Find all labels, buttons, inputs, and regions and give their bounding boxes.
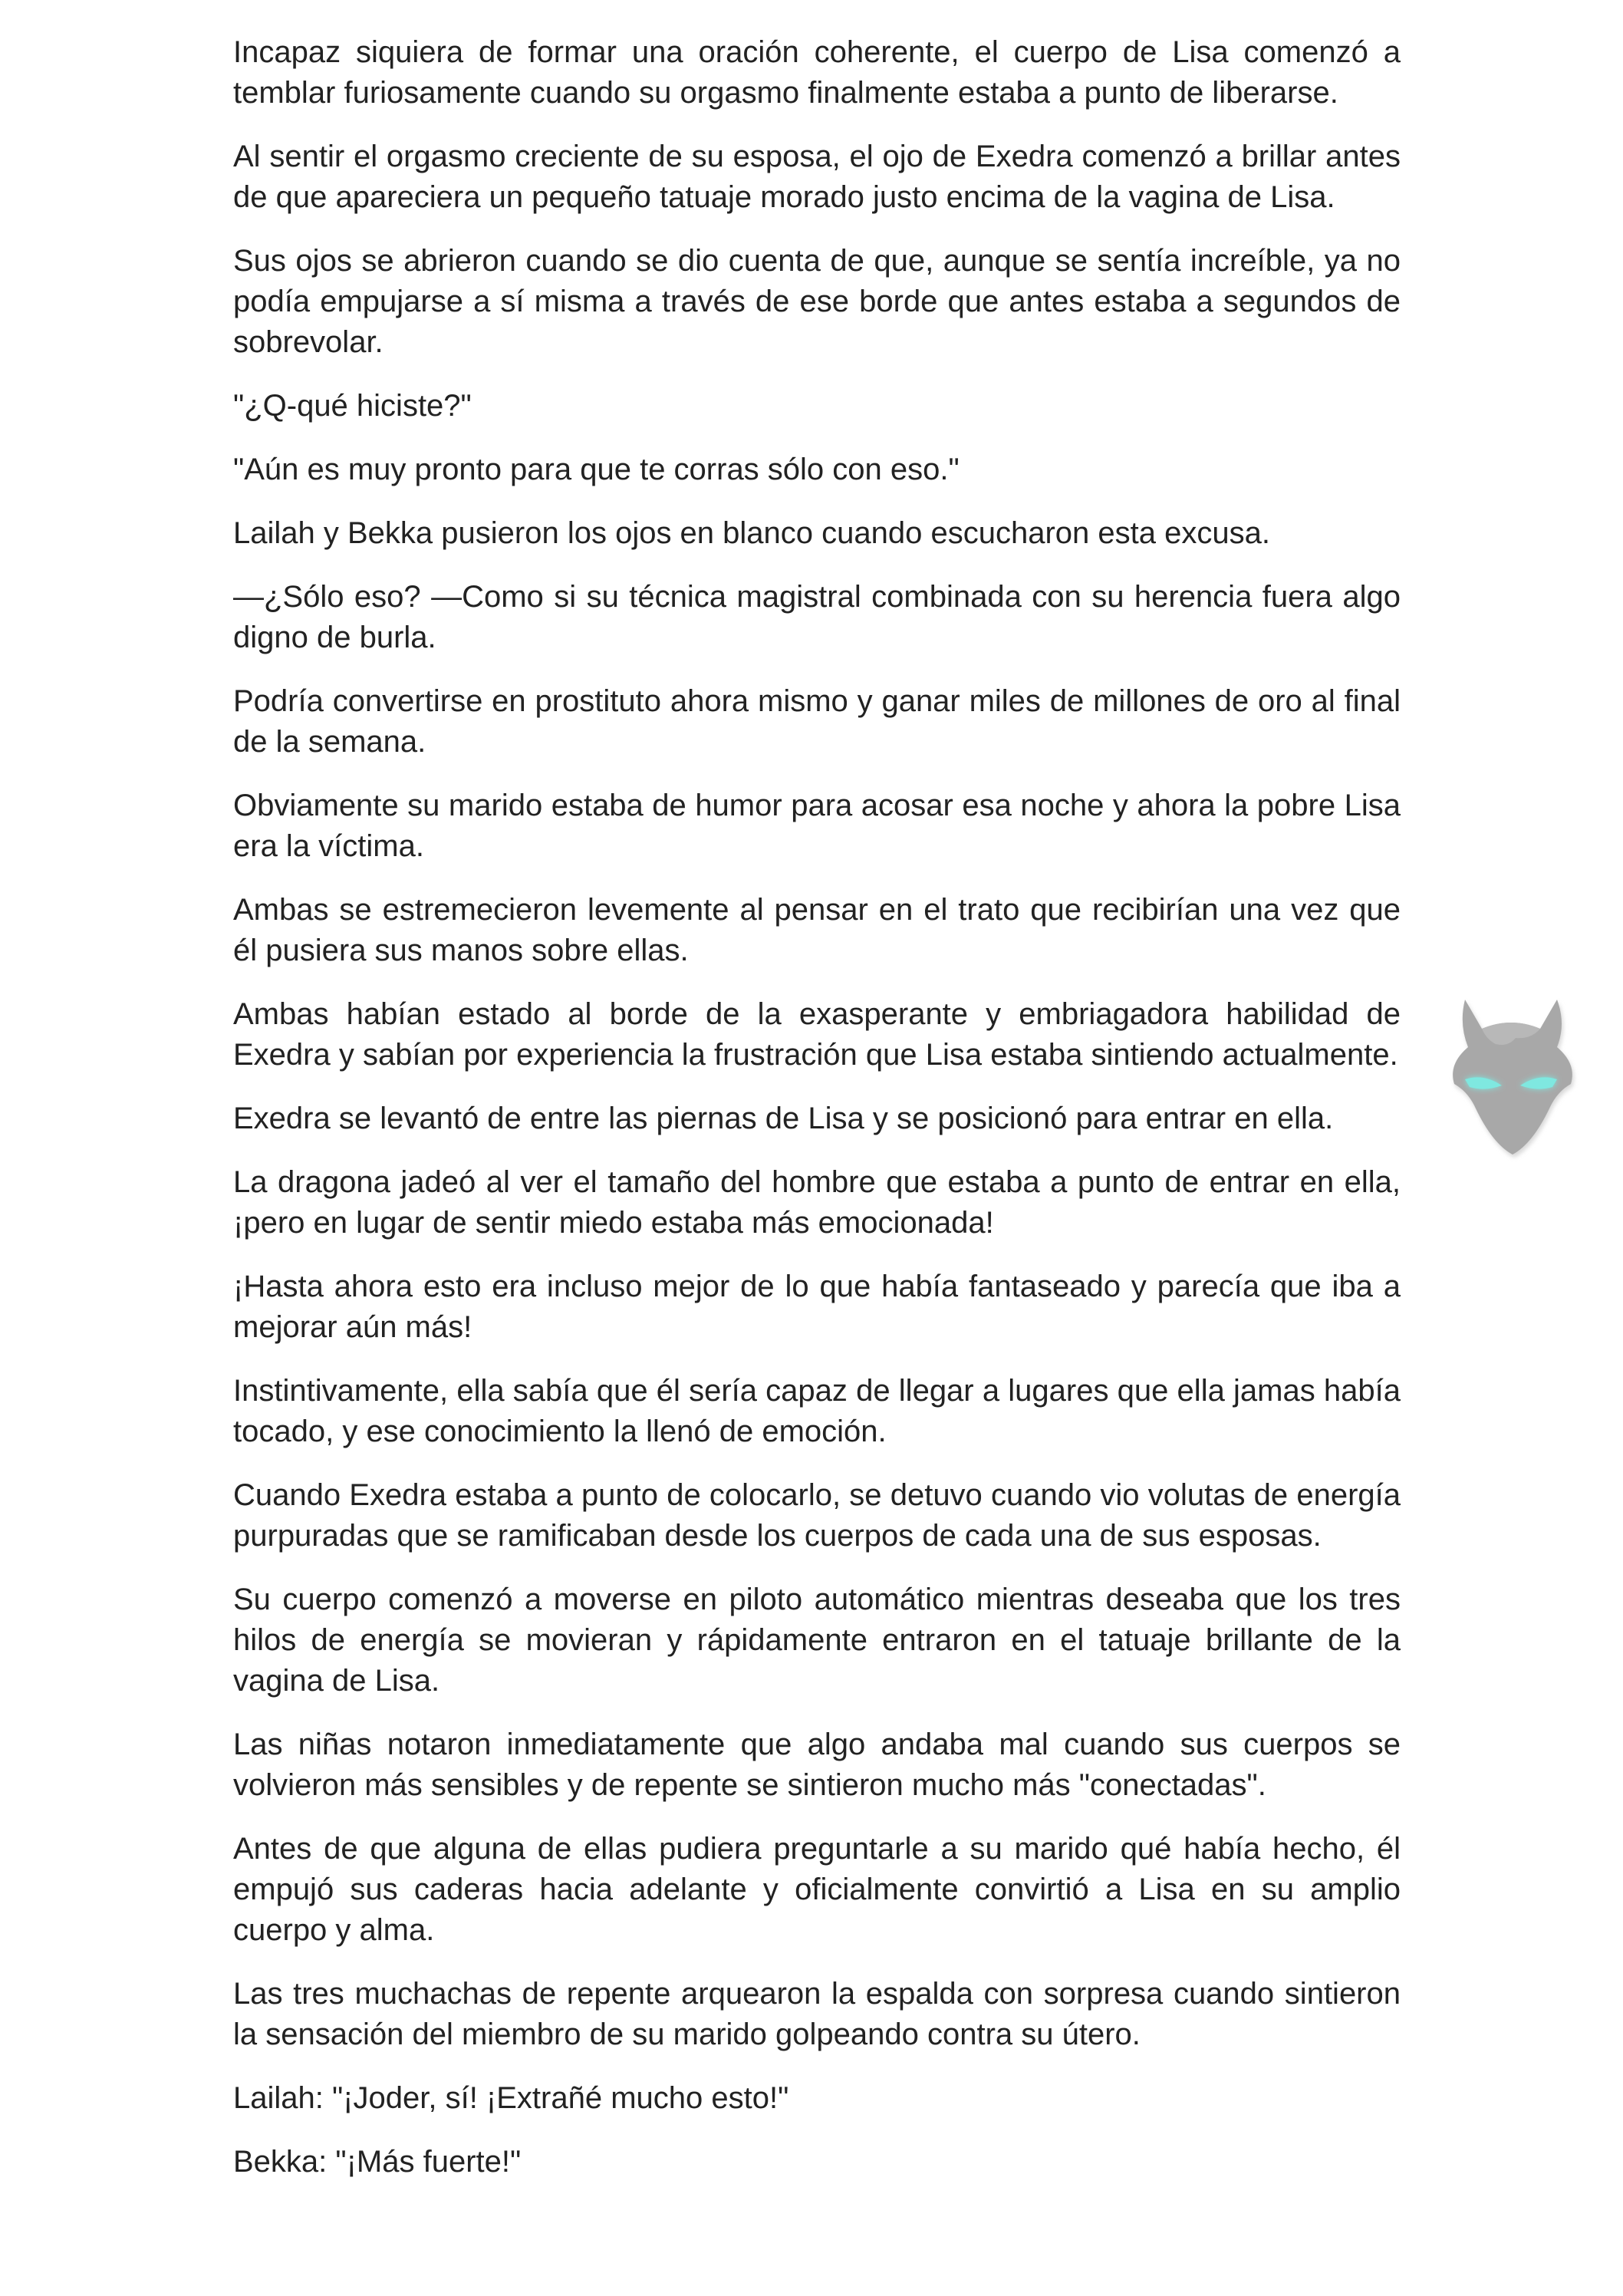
paragraph: Ambas habían estado al borde de la exasperante y embriagadora habilidad de Exedra y sabían por experiencia la frustración que Lisa estaba sintiendo actualmente. bbox=[233, 997, 1401, 1072]
text-column bbox=[233, 32, 1401, 2205]
paragraph: Al sentir el orgasmo creciente de su esposa, el ojo de Exedra comenzó a brillar antes de que apareciera un pequeño tatuaje morado justo encima de la vagina de Lisa. bbox=[233, 140, 1401, 214]
paragraph: —¿Sólo eso? —Como si su técnica magistral combinada con su herencia fuera algo digno de burla. bbox=[233, 580, 1401, 654]
paragraph: Sus ojos se abrieron cuando se dio cuenta de que, aunque se sentía increíble, ya no podía empujarse a sí misma a través de ese borde que antes estaba a segundos de sobrevolar. bbox=[233, 244, 1401, 359]
paragraph: Obviamente su marido estaba de humor para acosar esa noche y ahora la pobre Lisa era la víctima. bbox=[233, 789, 1401, 863]
demon-head-icon bbox=[1442, 993, 1580, 1162]
paragraph: "¿Q-qué hiciste?" bbox=[233, 389, 472, 423]
paragraph: Podría convertirse en prostituto ahora mismo y ganar miles de millones de oro al final de la semana. bbox=[233, 684, 1401, 759]
paragraph: Instintivamente, ella sabía que él sería capaz de llegar a lugares que ella jamas había tocado, y ese conocimiento la llenó de emoción. bbox=[233, 1374, 1401, 1448]
paragraph: Ambas se estremecieron levemente al pensar en el trato que recibirían una vez que él pusiera sus manos sobre ellas. bbox=[233, 893, 1401, 967]
paragraph: Exedra se levantó de entre las piernas de Lisa y se posicionó para entrar en ella. bbox=[233, 1102, 1334, 1135]
paragraph: Bekka: "¡Más fuerte!" bbox=[233, 2145, 522, 2179]
paragraph: Lailah y Bekka pusieron los ojos en blanco cuando escucharon esta excusa. bbox=[233, 516, 1270, 550]
paragraph: "Aún es muy pronto para que te corras sólo con eso." bbox=[233, 453, 960, 486]
paragraph: Cuando Exedra estaba a punto de colocarlo, se detuvo cuando vio volutas de energía purpuradas que se ramificaban desde los cuerpos de cada una de sus esposas. bbox=[233, 1478, 1401, 1553]
paragraph: Las niñas notaron inmediatamente que algo andaba mal cuando sus cuerpos se volvieron más sensibles y de repente se sintieron mucho más "conectadas". bbox=[233, 1728, 1401, 1802]
paragraph: Las tres muchachas de repente arquearon la espalda con sorpresa cuando sintieron la sensación del miembro de su marido golpeando contra su útero. bbox=[233, 1977, 1401, 2051]
paragraph: Incapaz siquiera de formar una oración coherente, el cuerpo de Lisa comenzó a temblar furiosamente cuando su orgasmo finalmente estaba a punto de liberarse. bbox=[233, 35, 1401, 110]
paragraph: Lailah: "¡Joder, sí! ¡Extrañé mucho esto!" bbox=[233, 2081, 789, 2115]
paragraph: Su cuerpo comenzó a moverse en piloto automático mientras deseaba que los tres hilos de energía se movieran y rápidamente entraron en el tatuaje brillante de la vagina de Lisa. bbox=[233, 1583, 1401, 1698]
paragraph: ¡Hasta ahora esto era incluso mejor de lo que había fantaseado y parecía que iba a mejorar aún más! bbox=[233, 1270, 1401, 1344]
paragraph: Antes de que alguna de ellas pudiera preguntarle a su marido qué había hecho, él empujó sus caderas hacia adelante y oficialmente convirtió a Lisa en su amplio cuerpo y alma. bbox=[233, 1832, 1401, 1947]
paragraph: La dragona jadeó al ver el tamaño del hombre que estaba a punto de entrar en ella, ¡pero en lugar de sentir miedo estaba más emocionada! bbox=[233, 1165, 1401, 1240]
